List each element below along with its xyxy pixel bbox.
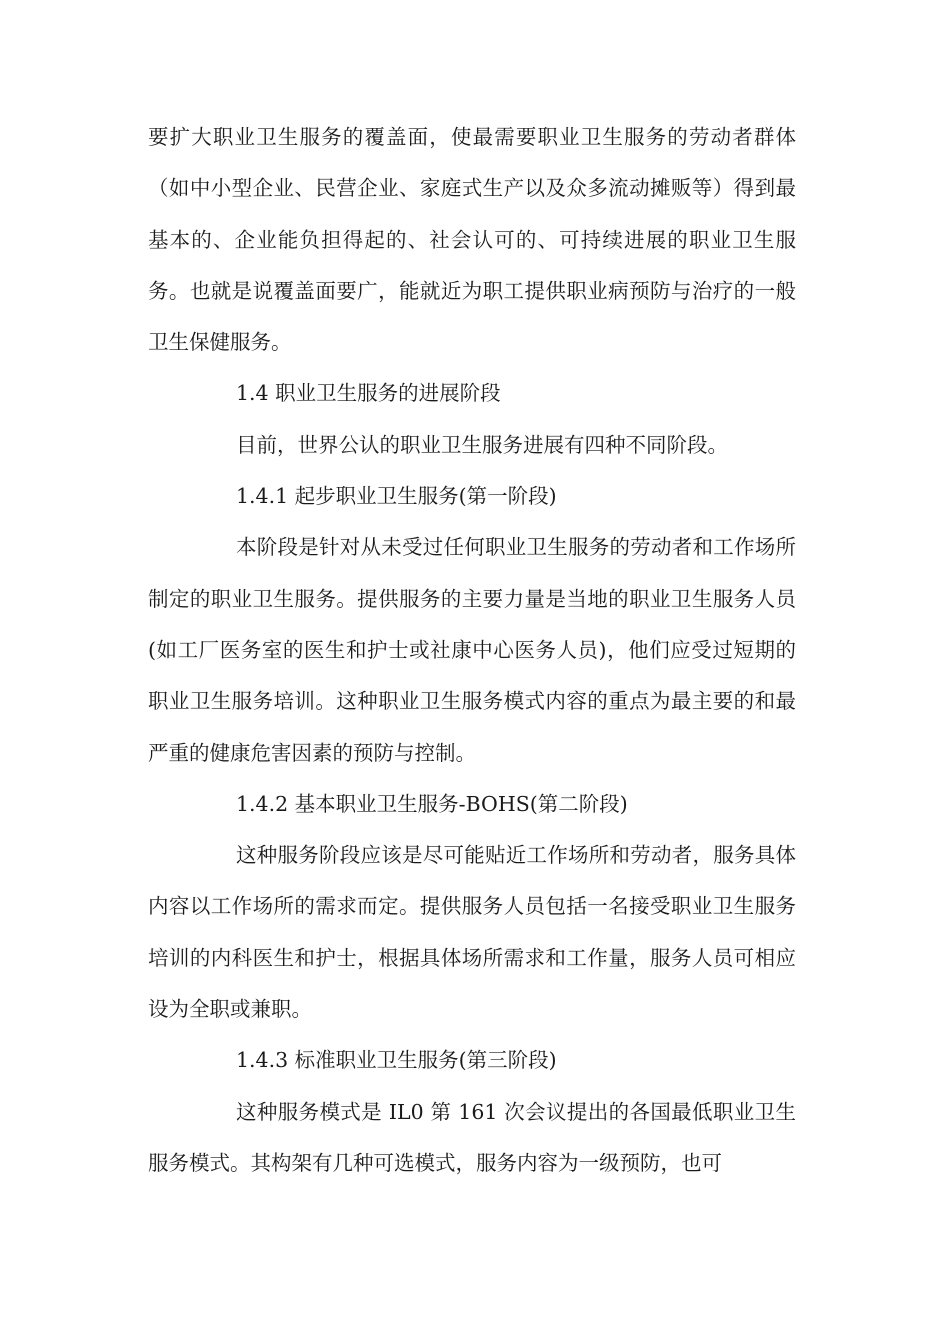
heading-1-4: 1.4 职业卫生服务的进展阶段 bbox=[236, 381, 501, 406]
heading-1-4-1: 1.4.1 起步职业卫生服务(第一阶段) bbox=[236, 484, 557, 509]
paragraph-coverage: 要扩大职业卫生服务的覆盖面，使最需要职业卫生服务的劳动者群体（如中小型企业、民营企业、家庭式生产以及众多流动摊贩等）得到最基本的、企业能负担得起的、社会认可的、可持续进展的职业卫生服务。也就是说覆盖面要广，能就近为职工提供职业病预防与治疗的一般卫生保健服务。 bbox=[148, 125, 796, 355]
paragraph-four-stages: 目前，世界公认的职业卫生服务进展有四种不同阶段。 bbox=[236, 432, 728, 457]
heading-1-4-2: 1.4.2 基本职业卫生服务-BOHS(第二阶段) bbox=[236, 791, 628, 816]
paragraph-stage-three: 这种服务模式是 IL0 第 161 次会议提出的各国最低职业卫生服务模式。其构架有几种可选模式，服务内容为一级预防，也可 bbox=[148, 1099, 796, 1175]
paragraph-stage-one: 本阶段是针对从未受过任何职业卫生服务的劳动者和工作场所制定的职业卫生服务。提供服务的主要力量是当地的职业卫生服务人员(如工厂医务室的医生和护士或社康中心医务人员)，他们应受过短期的职业卫生服务培训。这种职业卫生服务模式内容的重点为最主要的和最严重的健康危害因素的预防与控制。 bbox=[148, 535, 796, 765]
document-page bbox=[148, 112, 796, 1189]
heading-1-4-3: 1.4.3 标准职业卫生服务(第三阶段) bbox=[236, 1048, 557, 1073]
paragraph-stage-two: 这种服务阶段应该是尽可能贴近工作场所和劳动者，服务具体内容以工作场所的需求而定。提供服务人员包括一名接受职业卫生服务培训的内科医生和护士，根据具体场所需求和工作量，服务人员可相应设为全职或兼职。 bbox=[148, 843, 796, 1022]
